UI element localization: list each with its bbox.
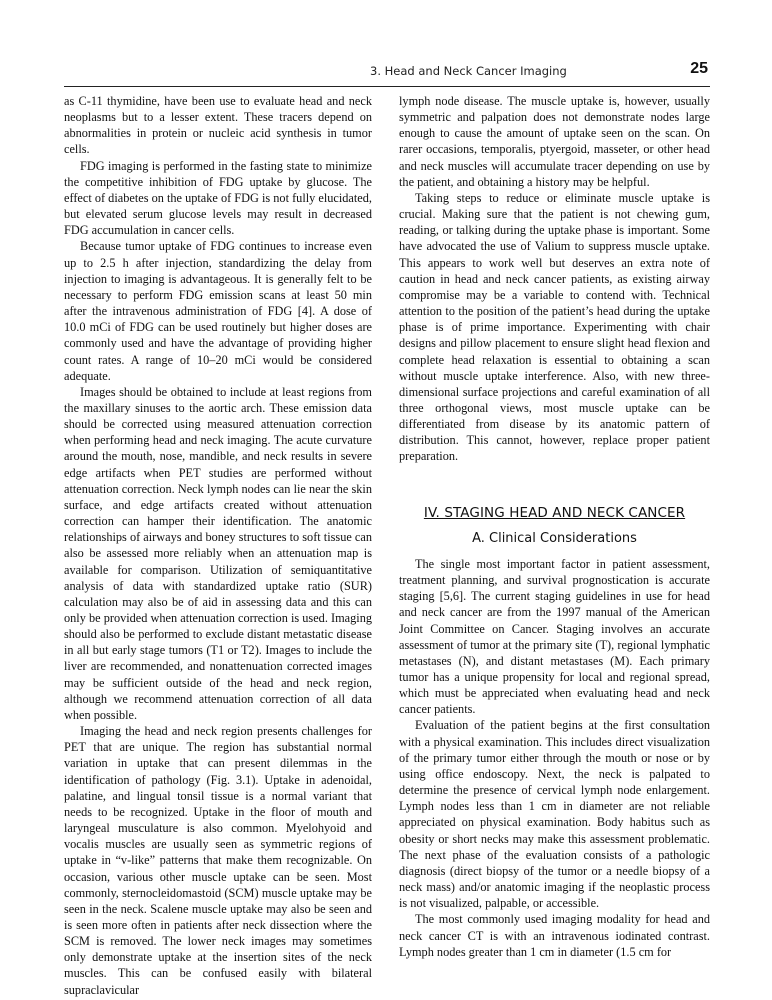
body-paragraph: The single most important factor in patient assessment, treatment planning, and survival prognostication is accurate staging [5,6]. The current staging guidelines in use for head and neck cancer are from the 1997 manual of the American Joint Committee on Cancer. Staging involves an accurate assessment of tumor at the primary site (T), regional lymphatic metastases (N), and distant metastases (M). Each primary tumor has a unique propensity for local and regional spread, which must be appreciated when evaluating head and neck cancer patients. — [399, 556, 710, 717]
body-paragraph: Taking steps to reduce or eliminate muscle uptake is crucial. Making sure that the patient is not chewing gum, reading, or talking during the uptake phase is important. Some have advocated the use of Valium to suppress muscle uptake. This appears to work well but deserves an extra note of caution in head and neck cancer patients, as existing airway compromise may be a variable to contend with. Technical attention to the position of the patient’s head during the uptake phase is of prime importance. Experimenting with chair designs and pillow placement to ensure slight head flexion and complete head relaxation is essential to obtaining a scan without muscle uptake interference. Also, with new three-dimensional surface projections and careful examination of all three orthogonal views, most muscle uptake can be differentiated from disease by its anatomic pattern of distribution. This cannot, however, replace proper patient preparation. — [399, 190, 710, 464]
body-paragraph: FDG imaging is performed in the fasting state to minimize the competitive inhibition of FDG uptake by glucose. The effect of diabetes on the uptake of FDG is not fully elucidated, but elevated serum glucose levels may result in decreased FDG accumulation in cancer cells. — [64, 158, 372, 238]
running-head: 3. Head and Neck Cancer Imaging — [370, 64, 567, 78]
body-paragraph: as C-11 thymidine, have been use to evaluate head and neck neoplasms but to a lesser extent. These tracers depend on abnormalities in protein or nucleic acid synthesis in tumor cells. — [64, 94, 372, 157]
right-column — [399, 93, 710, 960]
body-paragraph: The most commonly used imaging modality for head and neck cancer CT is with an intravenous iodinated contrast. Lymph nodes greater than 1 cm in diameter (1.5 cm for — [399, 912, 710, 959]
left-column — [64, 93, 372, 998]
body-paragraph: lymph node disease. The muscle uptake is, however, usually symmetric and palpation does not demonstrate nodes large enough to cause the amount of uptake seen on the scan. On rarer occasions, temporalis, ptyergoid, masseter, or other head and neck muscles will accumulate tracer depending on use by the patient, and obtaining a history may be helpful. — [399, 94, 710, 189]
page-number: 25 — [690, 60, 708, 77]
body-paragraph: Evaluation of the patient begins at the first consultation with a physical examination. This includes direct visualization of the primary tumor either through the mouth or nose or by using office endoscopy. Next, the neck is palpated to determine the presence of cervical lymph node enlargement. Lymph nodes less than 1 cm in diameter are not reliable appreciated on physical examination. Body habitus such as obesity or short necks may make this assessment problematic. The next phase of the evaluation consists of a pathologic diagnosis (direct biopsy of the tumor or a needle biopsy of a neck mass) and/or anatomic imaging if the neoplastic process is not visualized, palpable, or accessible. — [399, 718, 710, 911]
section-heading-text: IV. STAGING HEAD AND NECK CANCER — [423, 504, 686, 521]
body-paragraph: Because tumor uptake of FDG continues to increase even up to 2.5 h after injection, standardizing the delay from injection to imaging is advantageous. It is generally felt to be necessary to perform FDG emission scans at least 50 min after the intravenous administration of FDG [4]. A dose of 10.0 mCi of FDG can be used routinely but higher doses are commonly used and have the advantage of providing higher count rates. A range of 10–20 mCi would be considered adequate. — [64, 239, 372, 383]
section-heading — [399, 505, 710, 521]
body-paragraph: Images should be obtained to include at least regions from the maxillary sinuses to the aortic arch. These emission data should be corrected using measured attenuation correction when performing head and neck imaging. The acute curvature around the mouth, nose, mandible, and neck results in severe edge artifacts when PET studies are performed without attenuation correction. Neck lymph nodes can lie near the skin surface, and edge artifacts created without attenuation correction can hamper their identification. The anatomic relationships of airways and boney structures to soft tissue can also be assessed more reliably when an attenuation map is available for comparison. Utilization of semiquantitative analysis of data with standardized uptake ratio (SUR) calculation may also be of aid in assessing data and this can only be provided when attenuation correction is used. Imaging should also be performed to exclude distant metastatic disease in all but early stage tumors (T1 or T2). Images to include the liver are recommended, and nonattenuation corrected images may be sufficient outside of the head and neck region, although we recommend attenuation correction of all data when possible. — [64, 384, 372, 722]
subsection-heading: A. Clinical Considerations — [472, 530, 637, 546]
page-header — [64, 58, 710, 87]
body-paragraph: Imaging the head and neck region presents challenges for PET that are unique. The region has substantial normal variation in uptake that can present dilemmas in the identification of pathology (Fig. 3.1). Uptake in adenoidal, palatine, and lingual tonsil tissue is a normal variant that needs to be recognized. Uptake in the floor of mouth and laryngeal musculature is also common. Myelohyoid and vocalis muscles are usually seen as symmetric regions of uptake in “v-like” patterns that make them recognizable. On occasion, various other muscle uptake can be seen. Most commonly, sternocleidomastoid (SCM) muscle uptake may be seen in the neck. Scalene muscle uptake may also be seen and is seen more often in patients after neck dissection where the SCM is removed. The lower neck images may sometimes only demonstrate uptake at the insertion sites of the neck muscles. This can be confused easily with bilateral supraclavicular — [64, 724, 372, 997]
